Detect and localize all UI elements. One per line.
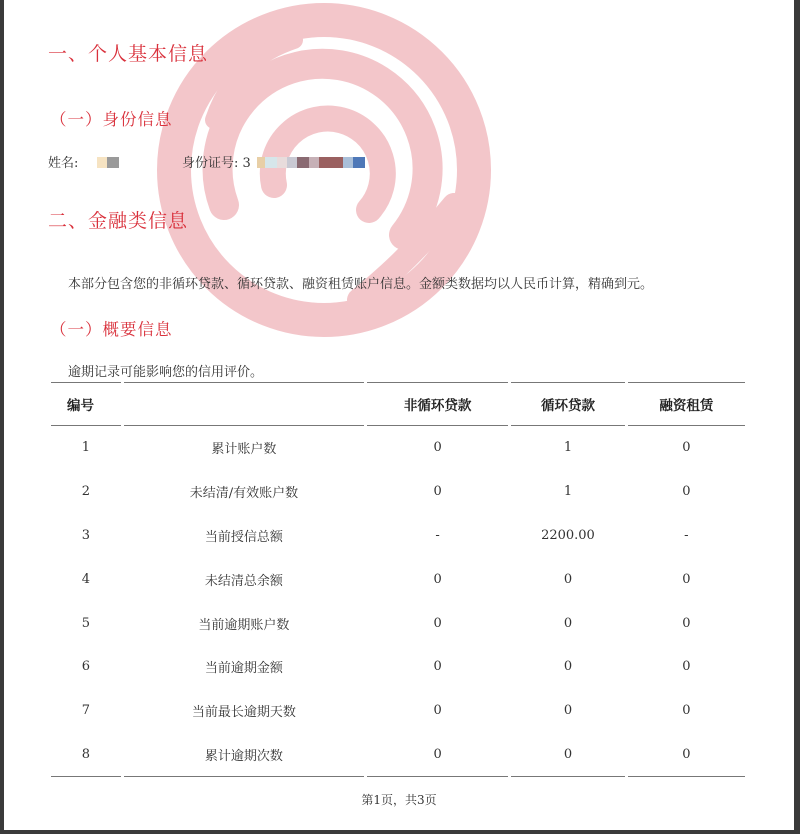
row-lease: 0 <box>682 484 691 500</box>
row-lease: 0 <box>628 733 745 778</box>
row-number: 5 <box>81 615 90 631</box>
row-non-revolving: 0 <box>433 440 442 456</box>
table-row <box>51 689 745 733</box>
header-revolving-loan: 循环贷款 <box>511 382 625 426</box>
table-row <box>51 601 745 645</box>
table-header-row <box>51 382 745 426</box>
header-number: 编号 <box>51 382 121 426</box>
row-item: 累计逾期次数 <box>124 733 364 778</box>
row-item: 未结清/有效账户数 <box>189 486 299 502</box>
table-row <box>51 645 745 689</box>
row-non-revolving: 0 <box>433 659 442 675</box>
row-revolving: 0 <box>563 571 573 587</box>
row-lease: 0 <box>682 615 691 631</box>
name-redacted-value <box>97 157 119 168</box>
row-revolving: 1 <box>563 440 573 456</box>
table-row <box>51 426 745 470</box>
page-footer: 第1页，共3页 <box>361 793 437 807</box>
row-non-revolving: 0 <box>433 484 442 500</box>
row-lease: 0 <box>682 440 691 456</box>
header-finance-lease: 融资租赁 <box>628 382 745 426</box>
row-lease: 0 <box>682 571 691 587</box>
row-revolving: 1 <box>563 484 573 500</box>
table-row <box>51 557 745 601</box>
row-number: 2 <box>81 484 90 500</box>
name-label: 姓名: <box>48 156 79 171</box>
row-revolving: 0 <box>563 659 573 675</box>
row-non-revolving: 0 <box>433 703 442 719</box>
row-item: 当前授信总额 <box>204 529 283 545</box>
row-revolving: 0 <box>563 615 573 631</box>
row-item: 未结清总余额 <box>204 573 283 589</box>
id-number-label: 身份证号: 3 <box>182 156 251 171</box>
table-row <box>51 514 745 558</box>
header-item <box>124 382 364 426</box>
id-number-redacted-value <box>257 157 365 168</box>
row-non-revolving: 0 <box>433 571 442 587</box>
identity-info-heading: （一）身份信息 <box>50 110 173 129</box>
document-page <box>4 0 794 830</box>
document-content <box>4 0 794 830</box>
summary-info-heading: （一）概要信息 <box>50 320 173 339</box>
row-number: 4 <box>81 571 90 587</box>
row-lease: 0 <box>682 659 691 675</box>
row-lease: 0 <box>682 703 691 719</box>
row-revolving: 2200.00 <box>541 527 595 543</box>
row-number: 8 <box>51 733 121 778</box>
row-number: 1 <box>81 440 90 456</box>
row-item: 当前最长逾期天数 <box>191 705 296 721</box>
row-number: 7 <box>81 703 90 719</box>
row-non-revolving: 0 <box>433 615 442 631</box>
row-item: 累计账户数 <box>211 442 277 458</box>
header-non-revolving-loan: 非循环贷款 <box>367 382 508 426</box>
table-row <box>51 733 745 778</box>
section-1-heading: 一、个人基本信息 <box>48 43 209 65</box>
row-item: 当前逾期金额 <box>204 661 283 677</box>
row-lease: - <box>684 527 689 543</box>
row-non-revolving: - <box>435 527 440 543</box>
section-2-heading: 二、金融类信息 <box>48 210 189 232</box>
name-field <box>48 152 119 171</box>
row-number: 6 <box>81 659 90 675</box>
row-non-revolving: 0 <box>367 733 508 778</box>
row-revolving: 0 <box>511 733 625 778</box>
row-revolving: 0 <box>563 703 573 719</box>
id-number-field <box>182 152 365 171</box>
section-2-intro: 本部分包含您的非循环贷款、循环贷款、融资租赁账户信息。金额类数据均以人民币计算，精确到元。 <box>68 277 654 292</box>
row-number: 3 <box>81 527 90 543</box>
row-item: 当前逾期账户数 <box>198 617 290 633</box>
table-row <box>51 470 745 514</box>
overdue-note: 逾期记录可能影响您的信用评价。 <box>68 365 264 380</box>
summary-table <box>48 382 748 777</box>
